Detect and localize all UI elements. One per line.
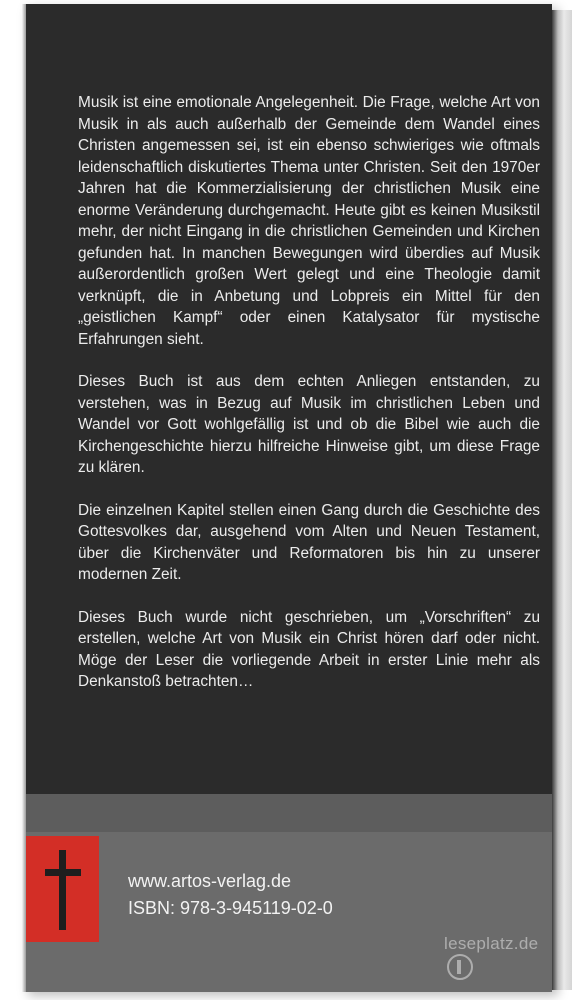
- page-edges: [552, 10, 572, 990]
- publisher-url: www.artos-verlag.de: [128, 871, 292, 891]
- info-circle-icon: [447, 954, 473, 980]
- blurb-paragraph-2: Dieses Buch ist aus dem echten Anliegen entstanden, zu verstehen, was in Bezug auf Musik im christlichen Leben und Wandel vor Gott wohlgefällig ist und ob die Bibel wie auch die Kirchengeschichte hierzu hilfreiche Hinweise gibt, um diese Frage zu klären.: [78, 373, 540, 476]
- watermark: [444, 934, 552, 980]
- cover-fold: [22, 4, 26, 992]
- book-back-cover: [22, 4, 552, 992]
- blurb-paragraph-4: Dieses Buch wurde nicht geschrieben, um „Vorschriften“ zu erstellen, welche Art von Musik ein Christ hören darf oder nicht. Möge der Leser die vorliegende Arbeit in erster Linie mehr als Denkanstoß betrachten…: [78, 608, 540, 690]
- blurb-paragraph-1: Musik ist eine emotionale Angelegenheit. Die Frage, welche Art von Musik in als auch außerhalb der Gemeinde dem Wandel eines Christen angemessen sei, ist ein ebenso schwieriges wie oftmals leidenschaftlich diskutiertes Thema unter Christen. Seit den 1970er Jahren hat die Kommerzialisierung der christlichen Musik eine enorme Veränderung durchgemacht. Heute gibt es keinen Musikstil mehr, der nicht Eingang in die christlichen Gemeinden und Kirchen gefunden hat. In manchen Bewegungen wird überdies auf Musik außerordentlich großen Wert gelegt und eine Theologie damit verknüpft, die in Anbetung und Lobpreis ein Mittel für den „geistlichen Kampf“ oder einen Katalysator für mystische Erfahrungen sieht.: [78, 94, 540, 348]
- isbn: ISBN: 978-3-945119-02-0: [128, 898, 333, 918]
- blurb: [78, 92, 540, 714]
- watermark-text: leseplatz.de: [444, 934, 539, 953]
- publisher-info: [128, 868, 333, 922]
- blurb-paragraph-3: Die einzelnen Kapitel stellen einen Gang durch die Geschichte des Gottesvolkes dar, ausgehend vom Alten und Neuen Testament, über die Kirchenväter und Reformatoren bis hin zu unserer modernen Zeit.: [78, 501, 540, 583]
- publisher-logo: [24, 836, 99, 942]
